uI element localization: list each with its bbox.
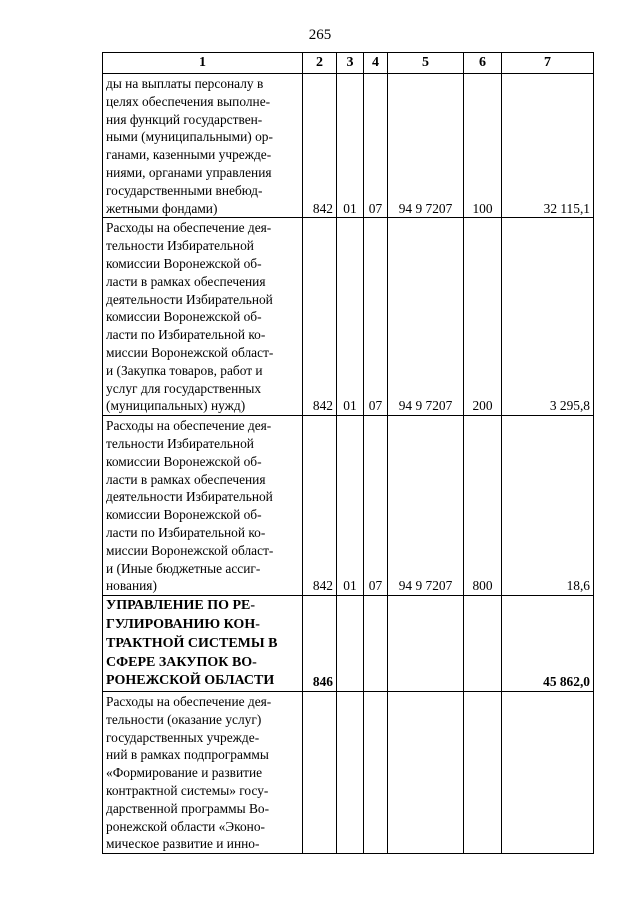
- header-col-1: 1: [103, 53, 303, 74]
- header-col-4: 4: [364, 53, 388, 74]
- row-subsection: [364, 596, 388, 692]
- row-expense-type: [464, 596, 502, 692]
- budget-table: [102, 52, 594, 854]
- row-ved-code: 842: [303, 416, 337, 596]
- header-col-3: 3: [337, 53, 364, 74]
- row-amount: 45 862,0: [502, 596, 594, 692]
- row-section: 01: [337, 416, 364, 596]
- header-col-6: 6: [464, 53, 502, 74]
- row-amount: [502, 692, 594, 854]
- row-expense-type: 200: [464, 218, 502, 416]
- row-expense-type: 100: [464, 74, 502, 218]
- header-col-5: 5: [388, 53, 464, 74]
- header-col-2: 2: [303, 53, 337, 74]
- row-subsection: 07: [364, 416, 388, 596]
- row-section: [337, 692, 364, 854]
- row-target-article: 94 9 7207: [388, 416, 464, 596]
- row-target-article: 94 9 7207: [388, 74, 464, 218]
- row-expense-type: 800: [464, 416, 502, 596]
- table-row: [103, 416, 594, 596]
- table-row: [103, 74, 594, 218]
- row-ved-code: 842: [303, 218, 337, 416]
- row-section: 01: [337, 74, 364, 218]
- department-name: УПРАВЛЕНИЕ ПО РЕ- ГУЛИРОВАНИЮ КОН- ТРАКТНОЙ СИСТЕМЫ В СФЕРЕ ЗАКУПОК ВО- РОНЕЖСКОЙ ОБЛАСТИ: [103, 596, 303, 692]
- row-ved-code: 842: [303, 74, 337, 218]
- table-row-department: [103, 596, 594, 692]
- header-col-7: 7: [502, 53, 594, 74]
- table-row: [103, 218, 594, 416]
- row-ved-code: [303, 692, 337, 854]
- row-amount: 32 115,1: [502, 74, 594, 218]
- row-expense-type: [464, 692, 502, 854]
- row-subsection: 07: [364, 218, 388, 416]
- row-target-article: [388, 596, 464, 692]
- table-row: [103, 692, 594, 854]
- row-description: ды на выплаты персоналу в целях обеспечения выполне- ния функций государствен- ными (муниципальными) ор- ганами, казенными учрежде- ниями, органами управления государственными внебюд- жетными фондами): [103, 74, 303, 218]
- row-subsection: [364, 692, 388, 854]
- page-number: 265: [308, 27, 332, 43]
- row-description: Расходы на обеспечение дея- тельности (оказание услуг) государственных учрежде- ний в рамках подпрограммы «Формирование и развитие контрактной системы» госу- дарственной программы Во- ронежской области «Эконо- мическое развитие и инно-: [103, 692, 303, 854]
- row-target-article: 94 9 7207: [388, 218, 464, 416]
- row-amount: 18,6: [502, 416, 594, 596]
- row-section: [337, 596, 364, 692]
- row-amount: 3 295,8: [502, 218, 594, 416]
- row-subsection: 07: [364, 74, 388, 218]
- row-description: Расходы на обеспечение дея- тельности Избирательной комиссии Воронежской об- ласти в рамках обеспечения деятельности Избирательной комиссии Воронежской об- ласти по Избирательной ко- миссии Воронежской област- и (Закупка товаров, работ и услуг для государственных (муниципальных) нужд): [103, 218, 303, 416]
- row-section: 01: [337, 218, 364, 416]
- row-ved-code: 846: [303, 596, 337, 692]
- table-header-row: [103, 53, 594, 74]
- row-description: Расходы на обеспечение дея- тельности Избирательной комиссии Воронежской об- ласти в рамках обеспечения деятельности Избирательной комиссии Воронежской об- ласти по Избирательной ко- миссии Воронежской област- и (Иные бюджетные ассиг- нования): [103, 416, 303, 596]
- row-target-article: [388, 692, 464, 854]
